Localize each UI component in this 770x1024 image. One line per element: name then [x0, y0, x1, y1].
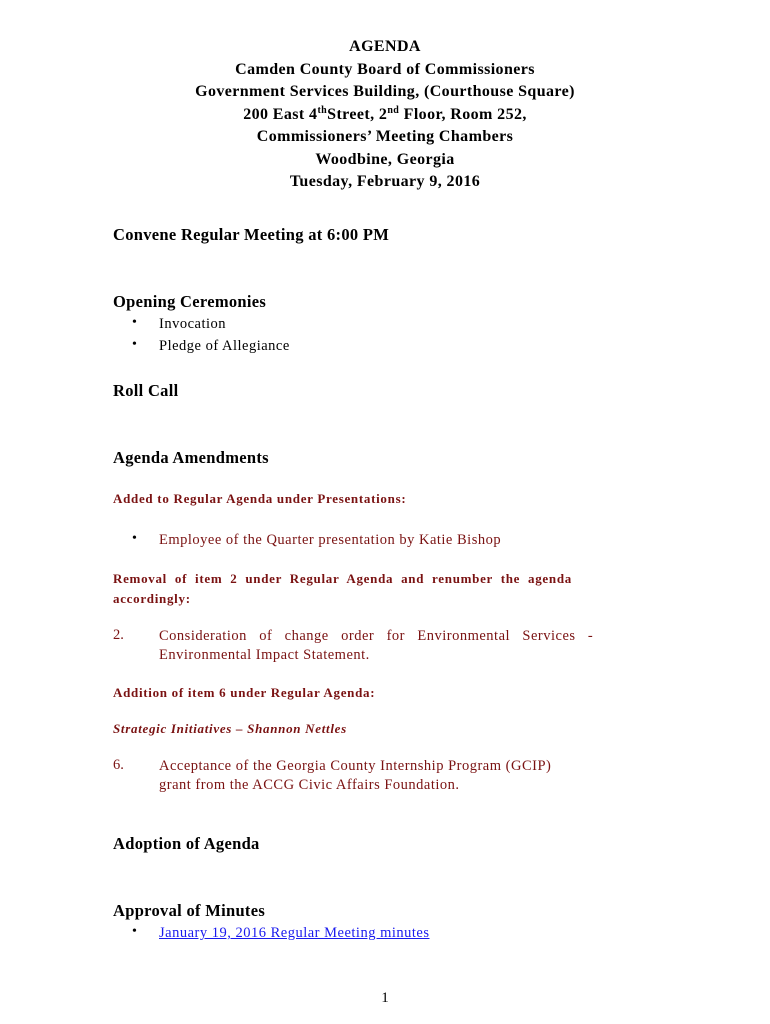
opening-item-pledge: Pledge of Allegiance [159, 338, 290, 354]
removal-label-line2: accordingly: [113, 591, 191, 606]
address-part-3: Floor, Room 252, [399, 105, 527, 123]
header-date: Tuesday, February 9, 2016 [289, 173, 481, 190]
agenda-amendments-heading: Agenda Amendments [113, 448, 269, 467]
bullet-icon: • [132, 924, 138, 939]
header-address [0, 104, 770, 127]
bullet-icon: • [132, 531, 138, 546]
address-sup-th: th [317, 104, 328, 116]
header-building: Government Services Building, (Courthouse Square) [195, 83, 575, 100]
addition-item-text-line1: Acceptance of the Georgia County Internship Program (GCIP) [159, 758, 552, 774]
bullet-icon: • [132, 315, 138, 330]
address-sup-nd: nd [387, 104, 400, 116]
convene-heading: Convene Regular Meeting at 6:00 PM [113, 225, 390, 244]
roll-call-heading: Roll Call [113, 381, 179, 400]
approval-of-minutes-heading: Approval of Minutes [113, 901, 266, 920]
opening-item-invocation: Invocation [159, 316, 227, 332]
addition-item-number: 6. [113, 757, 124, 773]
header-city: Woodbine, Georgia [315, 150, 455, 168]
addition-label: Addition of item 6 under Regular Agenda: [113, 685, 376, 700]
minutes-link[interactable]: January 19, 2016 Regular Meeting minutes [159, 925, 430, 941]
removal-item-text-line2: Environmental Impact Statement. [159, 647, 370, 663]
header-title: AGENDA [349, 38, 421, 55]
page-number: 1 [381, 990, 389, 1006]
header-board-name: Camden County Board of Commissioners [235, 60, 535, 78]
strategic-initiatives-label: Strategic Initiatives – Shannon Nettles [113, 721, 347, 736]
bullet-icon: • [132, 337, 138, 352]
removal-item-number: 2. [113, 627, 124, 643]
added-item: Employee of the Quarter presentation by Katie Bishop [159, 532, 502, 548]
agenda-header [0, 36, 770, 194]
address-part-2: Street, 2 [327, 105, 388, 123]
removal-label-line1: Removal of item 2 under Regular Agenda and renumber the agenda [113, 571, 572, 586]
removal-item-text-line1: Consideration of change order for Environmental Services - [159, 628, 594, 644]
address-part-1: 200 East 4 [243, 105, 318, 123]
opening-ceremonies-heading: Opening Ceremonies [113, 292, 267, 311]
header-chambers: Commissioners’ Meeting Chambers [256, 128, 514, 145]
added-label: Added to Regular Agenda under Presentations: [113, 491, 407, 506]
adoption-of-agenda-heading: Adoption of Agenda [113, 834, 260, 853]
addition-item-text-line2: grant from the ACCG Civic Affairs Foundation. [159, 777, 460, 793]
